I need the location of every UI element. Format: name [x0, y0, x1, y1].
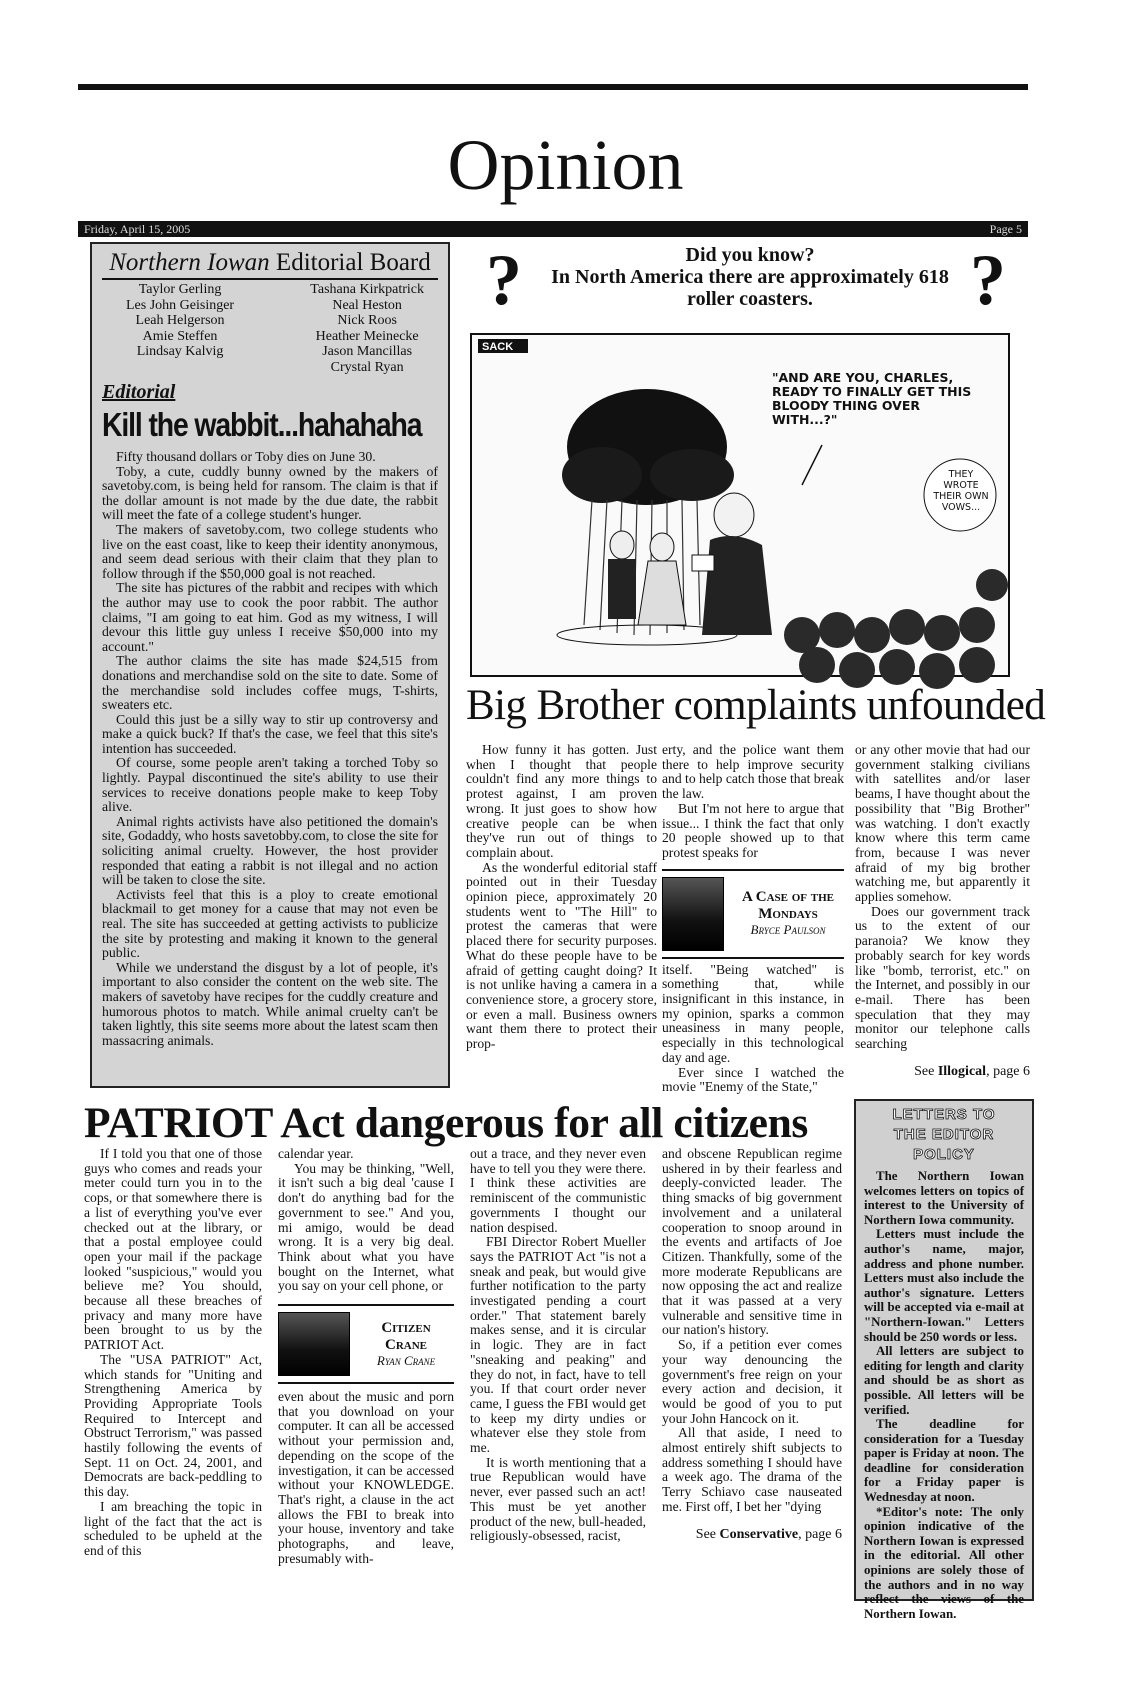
column-byline-mondays: [662, 869, 844, 959]
board-title-rest: Editorial Board: [275, 249, 431, 276]
board-member-name: Tashana Kirkpatrick: [310, 282, 424, 297]
cartoon-balloon-small: [930, 465, 992, 527]
byline-text: [732, 889, 844, 938]
letters-policy-box: [854, 1099, 1034, 1621]
page-number: Page 5: [989, 222, 1022, 236]
balloon-pointer: [802, 445, 822, 485]
editorial-cartoon: [470, 333, 1010, 677]
paragraph: So, if a petition ever comes your way denouncing the government's free reign on your every action and decision, it would be good of you to put your John Hancock on it.: [662, 1337, 842, 1426]
paragraph: Animal rights activists have also petitioned the domain's site, Godaddy, who hosts savetobby.com, to close the site for soliciting animal cruelty. However, the host provider responded that eating a rabbit is not illegal and no action will be taken to close the site.: [102, 813, 438, 888]
author-photo: [278, 1312, 350, 1376]
board-member-name: Leah Helgerson: [135, 313, 225, 328]
paragraph: All that aside, I need to almost entirely shift subjects to address something I should have a week ago. The drama of the Terry Schiavo case nauseated me. First off, I bet her "dying: [662, 1425, 842, 1514]
author-photo: [662, 877, 724, 951]
paragraph: The Northern Iowan welcomes letters on topics of interest to the University of Northern Iowa community.: [864, 1169, 1024, 1227]
paragraph: While we understand the disgust by a lot of people, it's important to also consider the content on the web site. The makers of savetoby have recipes for the cuddly creature and humorous photos to match. While animal cruelty can't be taken lightly, this site seems more about the latest scam then massacring animals.: [102, 959, 438, 1048]
paragraph: The deadline for consideration for a Tuesday paper is Friday at noon. The deadline for consideration for a Friday paper is Wednesday at noon.: [864, 1417, 1024, 1505]
storm-cloud-right: [650, 449, 734, 501]
paragraph: Activists feel that this is a ploy to create emotional blackmail to get money for a cause that may not even be real. The site has succeeded at getting activists to publicize the site by protesting and making it known to the general public.: [102, 886, 438, 961]
paragraph: calendar year.: [278, 1146, 354, 1161]
paragraph: and obscene Republican regime ushered in by their fearless and deeply-convicted leader. The thing smacks of big government involvement and a unilateral cooperation to snoop around in the events and artifacts of Joe Citizen. Thankfully, some of the more moderate Republicans are now opposing the act and realize that it was passed at a very vulnerable and sensitive time in our nation's history.: [662, 1146, 842, 1338]
board-names-left: [126, 282, 234, 375]
paragraph: Fifty thousand dollars or Toby dies on June 30.: [116, 449, 376, 464]
prayer-book: [692, 555, 714, 571]
cartoon-signature: SACK: [482, 341, 514, 353]
editorial-label: Editorial: [102, 381, 176, 403]
board-member-name: Taylor Gerling: [138, 282, 222, 297]
see-suffix: , page 6: [986, 1063, 1030, 1079]
paragraph: erty, and the police want them there to help improve security and to help catch those that break the law.: [662, 742, 844, 802]
paragraph: FBI Director Robert Mueller says the PATRIOT Act "is not a sneak and peak, but would give further notification to the party investigated pending a court order." That statement barely makes sense, and it is circular in logic. They are in fact "sneaking and peaking" and they do not, in fact, have to tell you. If that court order never came, I guess the FBI would get to keep my dirty undies or whatever else they stole from me.: [470, 1234, 646, 1456]
see-word: Conservative: [719, 1526, 799, 1542]
patriot-col-2-bottom: [278, 1390, 454, 1566]
paragraph: If I told you that one of those guys who comes and reads your meter could turn you in to the cops, or that somewhere there is a list of everything you've ever checked out at the library, or that a postal employee could open your mail if the package looked "suspicious," would you believe me? You should, because all these breaches of privacy and many more have been brought to us by the PATRIOT Act.: [84, 1146, 262, 1353]
cartoon-balloon-main: [772, 371, 972, 451]
patriot-col-2-top: [278, 1147, 454, 1294]
section-title: Opinion: [447, 125, 684, 205]
did-you-know-text: In North America there are approximately 618 roller coasters.: [551, 266, 949, 310]
letters-title-line-2: THE EDITOR: [893, 1126, 995, 1143]
see-word: Illogical: [937, 1063, 987, 1079]
column-name-1: Citizen: [381, 1319, 431, 1336]
question-mark-right: ?: [970, 240, 1006, 320]
paragraph: All letters are subject to editing for length and clarity and should be as short as possible. All letters will be verified.: [864, 1344, 1024, 1417]
paragraph: How funny it has gotten. Just when I thought that people couldn't find any more things to protest against, I am proven wrong. It just goes to show how creative people can be when they've run out of things to complain about.: [466, 742, 657, 860]
letters-policy-title: [864, 1105, 1024, 1165]
paragraph: You may be thinking, "Well, it isn't such a big deal 'cause I don't do anything bad for the government to see." And you, mi amigo, would be dead wrong. It is a very big deal. Think about what you have bought on the Internet, what you say on your cell phone, or: [278, 1160, 454, 1294]
bride-head: [650, 533, 674, 561]
column-name-2: Crane: [384, 1336, 427, 1353]
paragraph: Ever since I watched the movie "Enemy of the State,": [662, 1064, 844, 1095]
paragraph: Does our government track us to the extent of our paranoia? We know they probably search for key words like "bomb, terrorist, etc." on the Internet, and possibly in our e-mail. There has been speculation that they may monitor our telephone calls searching: [855, 903, 1030, 1052]
big-brother-col-2-top: [662, 743, 844, 861]
minister-robe: [702, 536, 772, 635]
big-brother-col-3: [855, 743, 1030, 1080]
paragraph: Letters must include the author's name, major, address and phone number. Letters must also include the author's signature. Letters will be accepted via e-mail at "Northern-Iowan." Letters should be 250 words or less.: [864, 1227, 1024, 1344]
big-brother-col-3-body: [855, 743, 1030, 1052]
paragraph: The makers of savetoby.com, two college students who live on the east coast, like to keep their identity anonymous, and seem dead serious with their claim that they plan to follow through if the $50,000 goal is not reached.: [102, 521, 438, 581]
big-brother-col-2: [662, 743, 844, 1095]
see-suffix: , page 6: [798, 1526, 842, 1542]
storm-cloud-left: [562, 447, 642, 503]
board-member-name: Neal Heston: [332, 297, 402, 313]
groom-head: [610, 531, 634, 559]
patriot-headline: PATRIOT Act dangerous for all citizens: [84, 1099, 808, 1147]
board-member-name: Les John Geisinger: [126, 297, 235, 313]
cartoon-balloon-main-text: "AND ARE YOU, CHARLES, READY TO FINALLY GET THIS BLOODY THING OVER WITH...?": [772, 370, 972, 427]
paragraph: even about the music and porn that you download on your computer. It can all be accessed without your permission and, depending on the scope of the investigation, it can be accessed without your KNOWLEDGE. That's right, a clause in the act allows the FBI to break into your house, inventory and take photographs, and leave, presumably with-: [278, 1389, 454, 1566]
big-brother-headline: Big Brother complaints unfounded: [466, 682, 1046, 729]
board-member-name: Amie Steffen: [142, 328, 218, 344]
board-member-name: Jason Mancillas: [322, 344, 413, 359]
see-prefix: See: [914, 1063, 938, 1079]
letters-title-line-1: LETTERS TO: [892, 1106, 996, 1123]
board-member-name: Heather Meinecke: [315, 328, 419, 344]
paragraph: I am breaching the topic in light of the fact that the act is scheduled to be upheld at the end of this: [84, 1498, 262, 1558]
paragraph: out a trace, and they never even have to tell you they were there. I think these activities are reminiscent of the communistic governments I thought our nation despised.: [470, 1146, 646, 1235]
patriot-col-4: [662, 1147, 842, 1543]
board-member-name: Nick Roos: [337, 313, 397, 328]
big-brother-col-1: [466, 743, 657, 1052]
board-names-right: [310, 282, 424, 375]
letters-policy-body: [864, 1169, 1024, 1621]
paragraph: *Editor's note: The only opinion indicative of the Northern Iowan is expressed in the editorial. All other opinions are solely those of the authors and in no way reflect the views of the Northern Iowan.: [864, 1504, 1024, 1621]
author-name: Ryan Crane: [376, 1352, 436, 1368]
did-you-know: [530, 244, 970, 310]
paragraph: Of course, some people aren't taking a torched Toby so lightly. Paypal discontinued the site's ability to use their services to receive donations people make to keep Toby alive.: [102, 755, 438, 815]
paragraph: The site has pictures of the rabbit and recipes with which the author may use to cook the poor rabbit. The author claims, "I am going to eat him. God as my witness, I will devour this little guy unless I receive $50,000 into my account.": [102, 580, 438, 654]
crowd: [784, 569, 1008, 689]
date-bar: [78, 221, 1028, 237]
paragraph: Toby, a cute, cuddly bunny owned by the makers of savetoby.com, is being held for ransom. The claim is that if the dollar amount is not made by the due date, the rabbit will meet the fate of a college student's hunger.: [102, 463, 438, 523]
editorial-board-title: [102, 248, 438, 280]
patriot-col-1: [84, 1147, 262, 1559]
paragraph: The "USA PATRIOT" Act, which stands for "Uniting and Strengthening America by Providing Appropriate Tools Required to Intercept and Obstruct Terrorism," was passed hastily following the events of Sept. 11 on Oct. 24, 2001, and Democrats are back-peddling to this day.: [84, 1351, 262, 1500]
patriot-col-3: [470, 1147, 646, 1544]
see-conservative[interactable]: [662, 1527, 842, 1543]
patriot-col-4-body: [662, 1147, 842, 1515]
column-byline-citizen-crane: [278, 1304, 454, 1384]
board-title-paper: Northern Iowan: [109, 249, 270, 276]
board-member-name: Crystal Ryan: [330, 359, 404, 375]
paragraph: As the wonderful editorial staff pointed out in their Tuesday opinion piece, approximately 20 students went to "The Hill" to protest the cameras that were placed there for security purposes. What do these people have to be afraid of getting caught doing? It is not unlike having a camera in a convenience store, a grocery store, or even a mall. Business owners want them there to protect their prop-: [466, 859, 657, 1052]
board-members: [102, 280, 438, 375]
top-rule: [78, 84, 1028, 90]
bride-dress: [638, 561, 686, 625]
issue-date: Friday, April 15, 2005: [84, 222, 191, 236]
letters-title-line-3: POLICY: [913, 1146, 975, 1163]
editorial-headline: Kill the wabbit...hahahaha: [102, 406, 422, 443]
paragraph: It is worth mentioning that a true Republican would have never, ever passed such an act! This must be yet another product of the new, bull-headed, religiously-obsessed, racist,: [470, 1454, 646, 1544]
paragraph: itself. "Being watched" is something that, while insignificant in this instance, in my opinion, sparks a common uneasiness in many people, especially in this technological day and age.: [662, 961, 844, 1065]
cartoon-drawing: [472, 335, 1012, 679]
minister-head: [714, 493, 754, 537]
groom-body: [608, 559, 636, 619]
editorial-box: [90, 242, 450, 1088]
author-name: Bryce Paulson: [750, 922, 826, 938]
column-name: A Case of the Mondays: [742, 889, 834, 923]
did-you-know-title: Did you know?: [685, 244, 815, 266]
paragraph: or any other movie that had our government stalking civilians with satellites and/or laser beams, I have thought about the possibility that "Big Brother" was watching. I don't exactly know where this term came from, because I was never afraid of my big brother watching me, but apparently it applies somehow.: [855, 742, 1030, 905]
question-mark-left: ?: [486, 240, 522, 320]
paragraph: The author claims the site has made $24,515 from donations and merchandise sold on the site to date. Some of the merchandise sold includes coffee mugs, T-shirts, sweaters etc.: [102, 653, 438, 713]
byline-text: [358, 1320, 454, 1369]
cartoon-balloon-small-text: THEY WROTE THEIR OWN VOWS...: [933, 469, 989, 513]
paragraph: But I'm not here to argue that issue... I think the fact that only 20 people showed up to that protest speaks for: [662, 800, 844, 860]
big-brother-col-2-bottom: [662, 963, 844, 1095]
see-prefix: See: [695, 1526, 720, 1542]
patriot-col-2: [278, 1147, 454, 1566]
editorial-body: [102, 450, 438, 1048]
see-illogical[interactable]: [855, 1064, 1030, 1080]
board-member-name: Lindsay Kalvig: [136, 344, 224, 359]
paragraph: Could this just be a silly way to stir up controversy and make a quick buck? If that's the case, we feel that this site's intention has succeeded.: [102, 711, 438, 756]
